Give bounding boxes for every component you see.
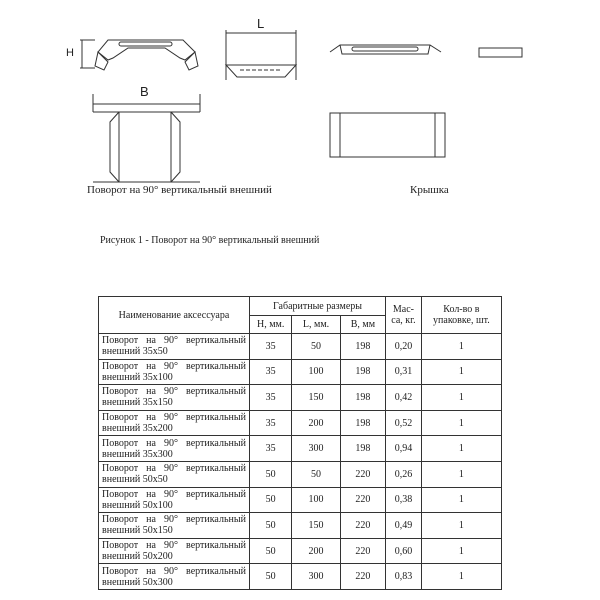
cell-name: Поворот на 90° вертикальный внешний 35x150: [99, 385, 250, 411]
cell-h: 50: [249, 538, 291, 564]
header-b: B, мм: [340, 316, 385, 334]
cell-b: 220: [340, 513, 385, 539]
cell-l: 300: [292, 436, 340, 462]
top-view: [93, 94, 200, 182]
header-mass: Мас-са, кг.: [386, 297, 422, 334]
cell-qty: 1: [421, 359, 501, 385]
cell-l: 100: [292, 487, 340, 513]
table-row: [99, 436, 502, 462]
table-row: [99, 513, 502, 539]
cell-h: 50: [249, 487, 291, 513]
cell-mass: 0,31: [386, 359, 422, 385]
accessories-table: [98, 296, 502, 590]
cell-mass: 0,38: [386, 487, 422, 513]
cell-l: 100: [292, 359, 340, 385]
cell-h: 35: [249, 334, 291, 360]
cell-b: 198: [340, 334, 385, 360]
figure-caption: Рисунок 1 - Поворот на 90° вертикальный внешний: [100, 235, 320, 246]
table-row: [99, 564, 502, 590]
cell-l: 50: [292, 334, 340, 360]
header-l: L, мм.: [292, 316, 340, 334]
cell-mass: 0,83: [386, 564, 422, 590]
cell-name: Поворот на 90° вертикальный внешний 35x100: [99, 359, 250, 385]
header-name: Наименование аксессуара: [99, 297, 250, 334]
cell-name: Поворот на 90° вертикальный внешний 50x50: [99, 461, 250, 487]
cell-b: 220: [340, 564, 385, 590]
cell-qty: 1: [421, 410, 501, 436]
cell-l: 300: [292, 564, 340, 590]
cell-h: 35: [249, 410, 291, 436]
table-row: [99, 334, 502, 360]
cover-views: [330, 45, 522, 157]
table-row: [99, 410, 502, 436]
cell-h: 50: [249, 513, 291, 539]
table-row: [99, 359, 502, 385]
cell-name: Поворот на 90° вертикальный внешний 35x50: [99, 334, 250, 360]
dimension-h-label: H: [66, 47, 74, 59]
cell-qty: 1: [421, 538, 501, 564]
side-view: [80, 40, 198, 70]
cell-mass: 0,52: [386, 410, 422, 436]
cell-b: 198: [340, 436, 385, 462]
cell-h: 35: [249, 359, 291, 385]
cell-name: Поворот на 90° вертикальный внешний 50x150: [99, 513, 250, 539]
cell-b: 198: [340, 359, 385, 385]
table-row: [99, 385, 502, 411]
cell-mass: 0,60: [386, 538, 422, 564]
cell-h: 50: [249, 461, 291, 487]
cell-b: 220: [340, 487, 385, 513]
cell-h: 50: [249, 564, 291, 590]
cell-mass: 0,94: [386, 436, 422, 462]
cell-mass: 0,49: [386, 513, 422, 539]
cell-name: Поворот на 90° вертикальный внешний 35x300: [99, 436, 250, 462]
drawing-caption-right: Крышка: [410, 184, 449, 196]
cell-qty: 1: [421, 513, 501, 539]
cell-name: Поворот на 90° вертикальный внешний 50x200: [99, 538, 250, 564]
cell-qty: 1: [421, 334, 501, 360]
cell-name: Поворот на 90° вертикальный внешний 50x300: [99, 564, 250, 590]
cell-qty: 1: [421, 564, 501, 590]
cell-name: Поворот на 90° вертикальный внешний 35x200: [99, 410, 250, 436]
technical-drawing: [0, 0, 600, 200]
cell-name: Поворот на 90° вертикальный внешний 50x100: [99, 487, 250, 513]
header-qty: Кол-во в упаковке, шт.: [421, 297, 501, 334]
cell-l: 200: [292, 538, 340, 564]
cell-mass: 0,20: [386, 334, 422, 360]
cell-b: 220: [340, 538, 385, 564]
cell-l: 150: [292, 385, 340, 411]
cell-l: 150: [292, 513, 340, 539]
dimension-l-label: L: [257, 16, 265, 31]
cell-mass: 0,26: [386, 461, 422, 487]
cell-b: 198: [340, 410, 385, 436]
cell-qty: 1: [421, 461, 501, 487]
cell-qty: 1: [421, 487, 501, 513]
drawing-caption-left: Поворот на 90° вертикальный внешний: [87, 184, 272, 196]
cell-l: 50: [292, 461, 340, 487]
cell-b: 220: [340, 461, 385, 487]
cell-qty: 1: [421, 436, 501, 462]
cell-b: 198: [340, 385, 385, 411]
header-dims: Габаритные размеры: [249, 297, 385, 316]
table-row: [99, 461, 502, 487]
dimension-b-label: B: [140, 84, 149, 99]
cell-l: 200: [292, 410, 340, 436]
table-row: [99, 487, 502, 513]
cell-qty: 1: [421, 385, 501, 411]
cell-h: 35: [249, 385, 291, 411]
cell-mass: 0,42: [386, 385, 422, 411]
cell-h: 35: [249, 436, 291, 462]
header-h: H, мм.: [249, 316, 291, 334]
table-row: [99, 538, 502, 564]
front-view: [226, 30, 296, 80]
